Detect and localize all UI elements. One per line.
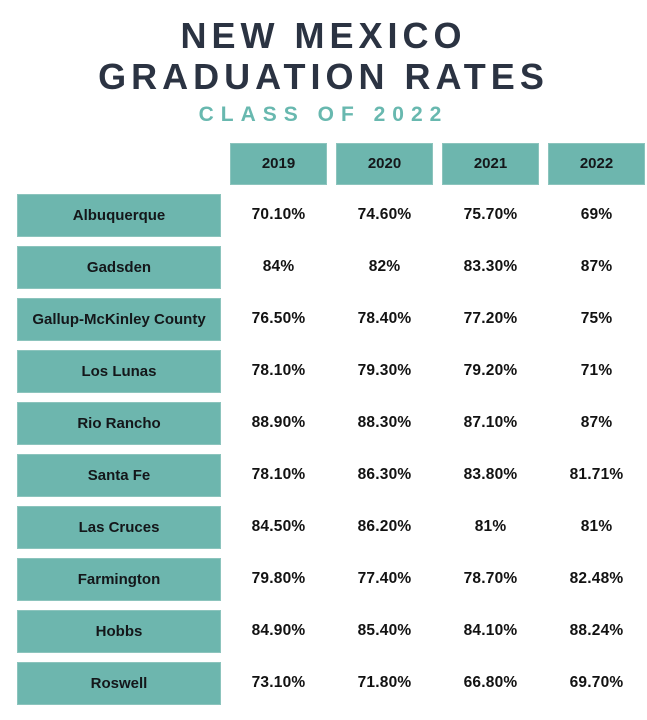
- page-subtitle: CLASS OF 2022: [198, 102, 449, 126]
- row-label: Gadsden: [17, 246, 221, 289]
- rate-value: 84%: [262, 258, 295, 276]
- page-title-line2: GRADUATION RATES: [98, 56, 549, 98]
- rate-value: 86.20%: [357, 518, 412, 536]
- column-header-2022: 2022: [548, 143, 645, 185]
- row-label: Los Lunas: [17, 350, 221, 393]
- rate-value: 86.30%: [357, 466, 412, 484]
- rate-value: 73.10%: [251, 674, 306, 692]
- column-header-2021: 2021: [442, 143, 539, 185]
- rate-value: 85.40%: [357, 622, 412, 640]
- rate-value: 84.10%: [463, 622, 518, 640]
- row-label: Albuquerque: [17, 194, 221, 237]
- rate-value: 70.10%: [251, 206, 306, 224]
- rate-value: 75%: [580, 310, 613, 328]
- rate-value: 78.40%: [357, 310, 412, 328]
- rate-value: 88.30%: [357, 414, 412, 432]
- rate-value: 78.10%: [251, 466, 306, 484]
- rate-value: 84.90%: [251, 622, 306, 640]
- rate-value: 66.80%: [463, 674, 518, 692]
- row-label: Las Cruces: [17, 506, 221, 549]
- rate-value: 87.10%: [463, 414, 518, 432]
- rate-value: 87%: [580, 258, 613, 276]
- row-label: Rio Rancho: [17, 402, 221, 445]
- row-label: Farmington: [17, 558, 221, 601]
- rate-value: 87%: [580, 414, 613, 432]
- rate-value: 76.50%: [251, 310, 306, 328]
- rate-value: 81.71%: [569, 466, 624, 484]
- rate-value: 88.90%: [251, 414, 306, 432]
- column-header-2020: 2020: [336, 143, 433, 185]
- page-title: [0, 15, 647, 98]
- table-corner-spacer: [17, 143, 221, 185]
- rate-value: 74.60%: [357, 206, 412, 224]
- rate-value: 69.70%: [569, 674, 624, 692]
- rate-value: 83.30%: [463, 258, 518, 276]
- rate-value: 79.30%: [357, 362, 412, 380]
- page-header: [0, 0, 647, 127]
- graduation-rates-table: [17, 143, 647, 705]
- rate-value: 71%: [580, 362, 613, 380]
- rate-value: 75.70%: [463, 206, 518, 224]
- row-label: Gallup-McKinley County: [17, 298, 221, 341]
- rate-value: 78.10%: [251, 362, 306, 380]
- rate-value: 79.80%: [251, 570, 306, 588]
- rate-value: 84.50%: [251, 518, 306, 536]
- rate-value: 82%: [368, 258, 401, 276]
- rate-value: 83.80%: [463, 466, 518, 484]
- column-header-2019: 2019: [230, 143, 327, 185]
- page-title-line1: NEW MEXICO: [180, 15, 467, 56]
- rate-value: 69%: [580, 206, 613, 224]
- rate-value: 88.24%: [569, 622, 624, 640]
- rate-value: 78.70%: [463, 570, 518, 588]
- rate-value: 79.20%: [463, 362, 518, 380]
- rate-value: 81%: [580, 518, 613, 536]
- rate-value: 82.48%: [569, 570, 624, 588]
- row-label: Hobbs: [17, 610, 221, 653]
- rate-value: 81%: [474, 518, 507, 536]
- rate-value: 77.40%: [357, 570, 412, 588]
- row-label: Roswell: [17, 662, 221, 705]
- row-label: Santa Fe: [17, 454, 221, 497]
- rate-value: 71.80%: [357, 674, 412, 692]
- rate-value: 77.20%: [463, 310, 518, 328]
